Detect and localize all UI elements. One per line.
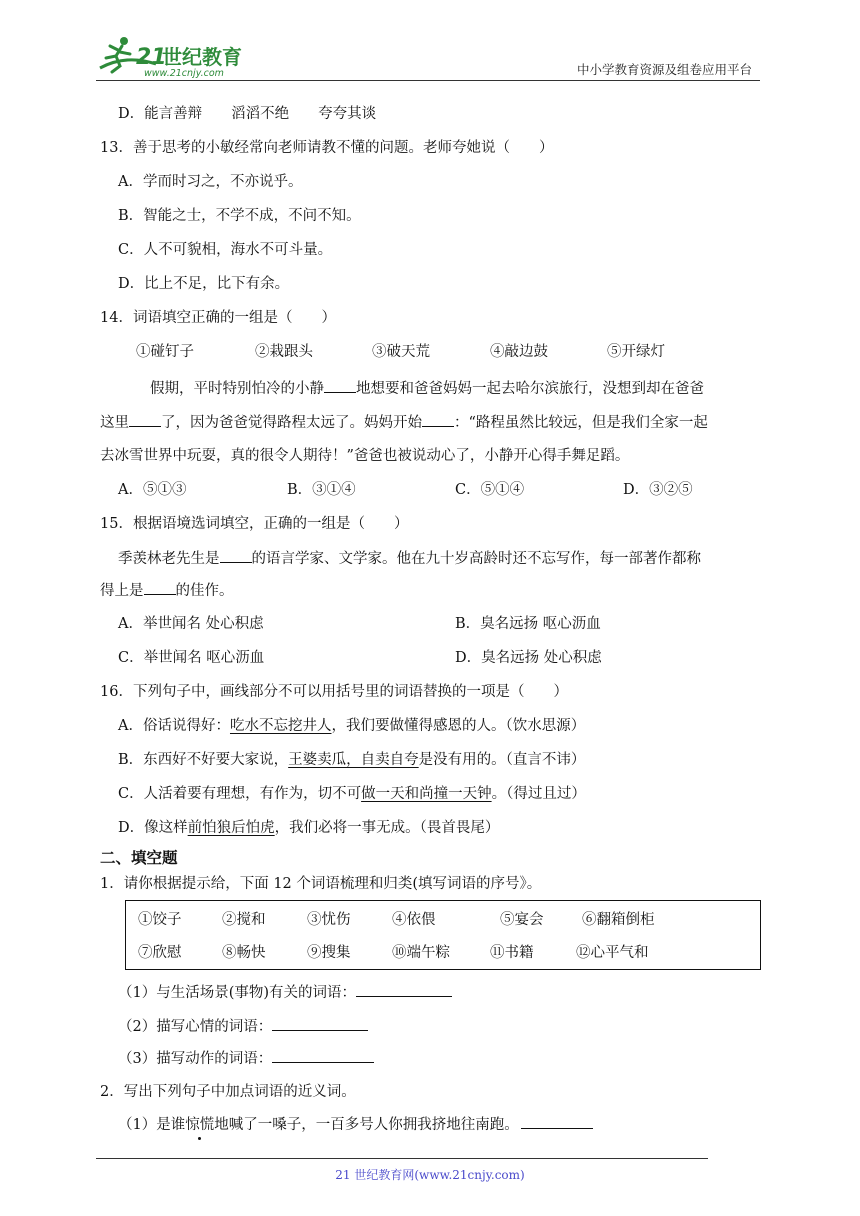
word-9: ⑨搜集 [307,945,351,961]
platform-name: 中小学教育资源及组卷应用平台 [576,62,752,77]
q15-blank-2 [144,580,176,595]
f2-stem: 2．写出下列句子中加点词语的近义词。 [100,1084,356,1100]
f1-answer-3[interactable] [272,1048,374,1063]
q15-passage-line-1: 季羡林老先生是 的语言学家、文学家。他在九十岁高龄时还不忘写作，每一部著作都称 [118,548,701,569]
q14-option-b: B．③①④ [287,482,356,498]
q14-passage-line-1: 假期，平时特别怕冷的小静 地想要和爸爸妈妈一起去哈尔滨旅行，没想到却在爸爸 [150,378,704,399]
q15-option-b: B．臭名远扬 呕心沥血 [455,616,601,632]
q14-stem: 14．词语填空正确的一组是（ ） [100,310,336,326]
svg-text:www.21cnjy.com: www.21cnjy.com [144,68,224,79]
q16-option-b: B．东西好不好要大家说，王婆卖瓜，自卖自夸是没有用的。（直言不讳） [118,752,586,768]
svg-text:世纪教育: 世纪教育 [162,45,242,69]
q15-passage-line-2: 得上是 的佳作。 [100,580,234,601]
dotted-word: 惊慌 [185,1117,215,1133]
header-divider [96,80,760,81]
q15-option-c: C．举世闻名 呕心沥血 [118,650,265,666]
word-5: ⑤宴会 [500,912,544,928]
q14-word-4: ④敲边鼓 [490,344,548,360]
f2-sub-1: （1）是谁惊慌地喊了一嗓子，一百多号人你拥我挤地往南跑。 [118,1114,593,1135]
q14-passage-line-2: 这里 了，因为爸爸觉得路程太远了。妈妈开始 ：“路程虽然比较远，但是我们全家一起 [100,412,708,433]
q14-option-c: C．⑤①④ [455,482,525,498]
q15-option-a: A．举世闻名 处心积虑 [118,616,264,632]
q15-blank-1 [220,548,252,563]
f2-answer-1[interactable] [521,1114,593,1129]
q13-option-d: D．比上不足，比下有余。 [118,276,290,292]
svg-text:21: 21 [136,45,167,70]
word-6: ⑥翻箱倒柜 [582,912,655,928]
word-3: ③忧伤 [307,912,351,928]
q16-option-c: C．人活着要有理想，有作为，切不可做一天和尚撞一天钟。（得过且过） [118,786,586,802]
q13-option-a: A．学而时习之，不亦说乎。 [118,174,303,190]
q14-blank-2 [129,412,161,427]
q13-option-b: B．智能之士，不学不成，不问不知。 [118,208,361,224]
word-7: ⑦欣慰 [138,945,182,961]
footer-text: 21 世纪教育网(www.21cnjy.com) [335,1168,525,1182]
word-2: ②搅和 [222,912,266,928]
q14-word-1: ①碰钉子 [136,344,194,360]
f1-answer-2[interactable] [272,1016,368,1031]
q14-passage-line-3: 去冰雪世界中玩耍，真的很令人期待！”爸爸也被说动心了，小静开心得手舞足蹈。 [100,448,630,464]
f1-sub-3: （3）描写动作的词语： [118,1048,374,1069]
word-10: ⑩端午粽 [392,945,450,961]
q14-word-2: ②栽跟头 [255,344,313,360]
q14-word-5: ⑤开绿灯 [607,344,665,360]
q15-stem: 15．根据语境选词填空，正确的一组是（ ） [100,516,409,532]
q13-option-c: C．人不可貌相，海水不可斗量。 [118,242,333,258]
q16-option-d: D．像这样前怕狼后怕虎，我们必将一事无成。（畏首畏尾） [118,820,500,836]
footer-divider [96,1158,708,1159]
q16-stem: 16．下列句子中，画线部分不可以用括号里的词语替换的一项是（ ） [100,684,568,700]
q13-stem: 13．善于思考的小敏经常向老师请教不懂的问题。老师夸她说（ ） [100,140,554,156]
word-1: ①饺子 [138,912,182,928]
q14-option-d: D．③②⑤ [623,482,693,498]
word-11: ⑪书籍 [490,945,534,961]
f1-stem: 1．请你根据提示给，下面 12 个词语梳理和归类(填写词语的序号》。 [100,876,542,892]
q16-option-a: A．俗话说得好：吃水不忘挖井人，我们要做懂得感恩的人。（饮水思源） [118,718,586,734]
section-title: 二、填空题 [100,849,178,867]
q14-blank-3 [422,412,454,427]
word-8: ⑧畅快 [222,945,266,961]
word-12: ⑫心平气和 [576,945,649,961]
f1-sub-1: （1）与生活场景(事物)有关的词语： [118,982,452,1003]
q15-option-d: D．臭名远扬 处心积虑 [455,650,602,666]
word-4: ④依偎 [392,912,436,928]
q14-word-3: ③破天荒 [372,344,430,360]
f1-sub-2: （2）描写心情的词语： [118,1016,368,1037]
site-logo [96,34,256,80]
f1-answer-1[interactable] [356,982,452,997]
logo-runner-icon [96,34,256,80]
q14-option-a: A．⑤①③ [118,482,187,498]
q12-option-d: D．能言善辩 滔滔不绝 夸夸其谈 [118,106,377,122]
q14-blank-1 [324,378,356,393]
